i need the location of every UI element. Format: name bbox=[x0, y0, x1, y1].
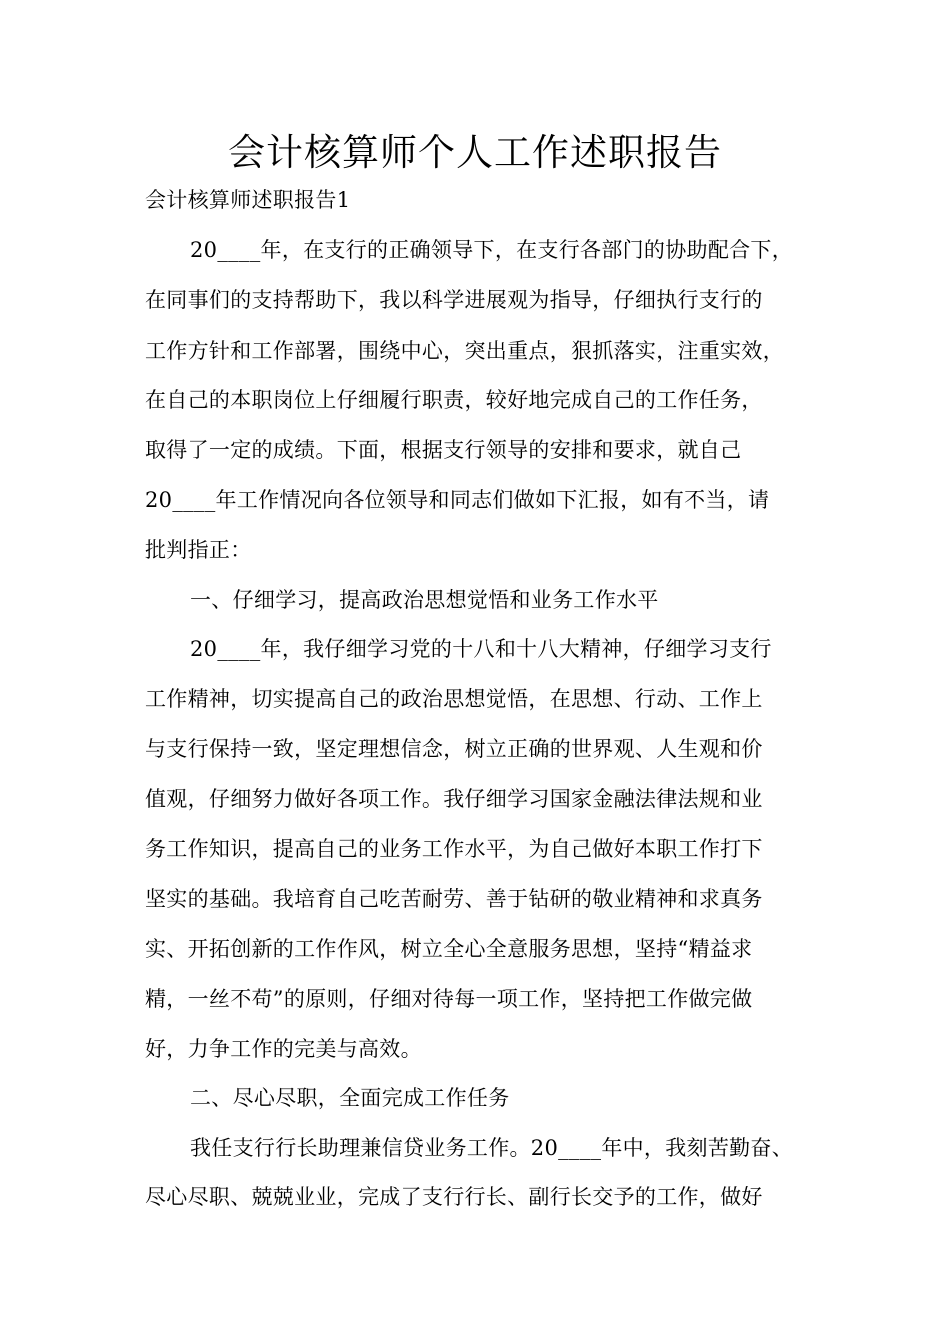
paragraph-line: 务工作知识，提高自己的业务工作水平，为自己做好本职工作打下 bbox=[145, 837, 763, 861]
section-heading: 一、仔细学习，提高政治思想觉悟和业务工作水平 bbox=[190, 588, 659, 612]
paragraph-line: 在自己的本职岗位上仔细履行职责，较好地完成自己的工作任务， bbox=[145, 388, 763, 412]
paragraph-line: 精，一丝不苟”的原则，仔细对待每一项工作，坚持把工作做完做 bbox=[145, 987, 753, 1011]
paragraph-line: 与支行保持一致，坚定理想信念，树立正确的世界观、人生观和价 bbox=[145, 737, 763, 761]
paragraph-line: 好，力争工作的完美与高效。 bbox=[145, 1037, 422, 1061]
paragraph-line: 我任支行行长助理兼信贷业务工作。20____年中，我刻苦勤奋、 bbox=[190, 1136, 794, 1160]
paragraph-line: 批判指正： bbox=[145, 538, 252, 562]
section-heading: 二、尽心尽职，全面完成工作任务 bbox=[190, 1086, 510, 1110]
paragraph-line: 坚实的基础。我培育自己吃苦耐劳、善于钻研的敬业精神和求真务 bbox=[145, 887, 763, 911]
paragraph-line: 取得了一定的成绩。下面，根据支行领导的安排和要求，就自己 bbox=[145, 438, 742, 462]
paragraph-line: 20____年，在支行的正确领导下，在支行各部门的协助配合下， bbox=[190, 238, 794, 262]
document-title: 会计核算师个人工作述职报告 bbox=[228, 131, 722, 174]
paragraph-line: 20____年工作情况向各位领导和同志们做如下汇报，如有不当，请 bbox=[145, 488, 770, 512]
paragraph-line: 值观，仔细努力做好各项工作。我仔细学习国家金融法律法规和业 bbox=[145, 787, 763, 811]
paragraph-line: 在同事们的支持帮助下，我以科学进展观为指导，仔细执行支行的 bbox=[145, 288, 763, 312]
document-subtitle: 会计核算师述职报告1 bbox=[145, 188, 351, 212]
paragraph-line: 工作精神，切实提高自己的政治思想觉悟，在思想、行动、工作上 bbox=[145, 687, 763, 711]
paragraph-line: 实、开拓创新的工作作风，树立全心全意服务思想，坚持“精益求 bbox=[145, 937, 753, 961]
paragraph-line: 工作方针和工作部署，围绕中心，突出重点，狠抓落实，注重实效， bbox=[145, 339, 784, 363]
paragraph-line: 20____年，我仔细学习党的十八和十八大精神，仔细学习支行 bbox=[190, 637, 772, 661]
paragraph-line: 尽心尽职、兢兢业业，完成了支行行长、副行长交予的工作，做好 bbox=[145, 1185, 763, 1209]
